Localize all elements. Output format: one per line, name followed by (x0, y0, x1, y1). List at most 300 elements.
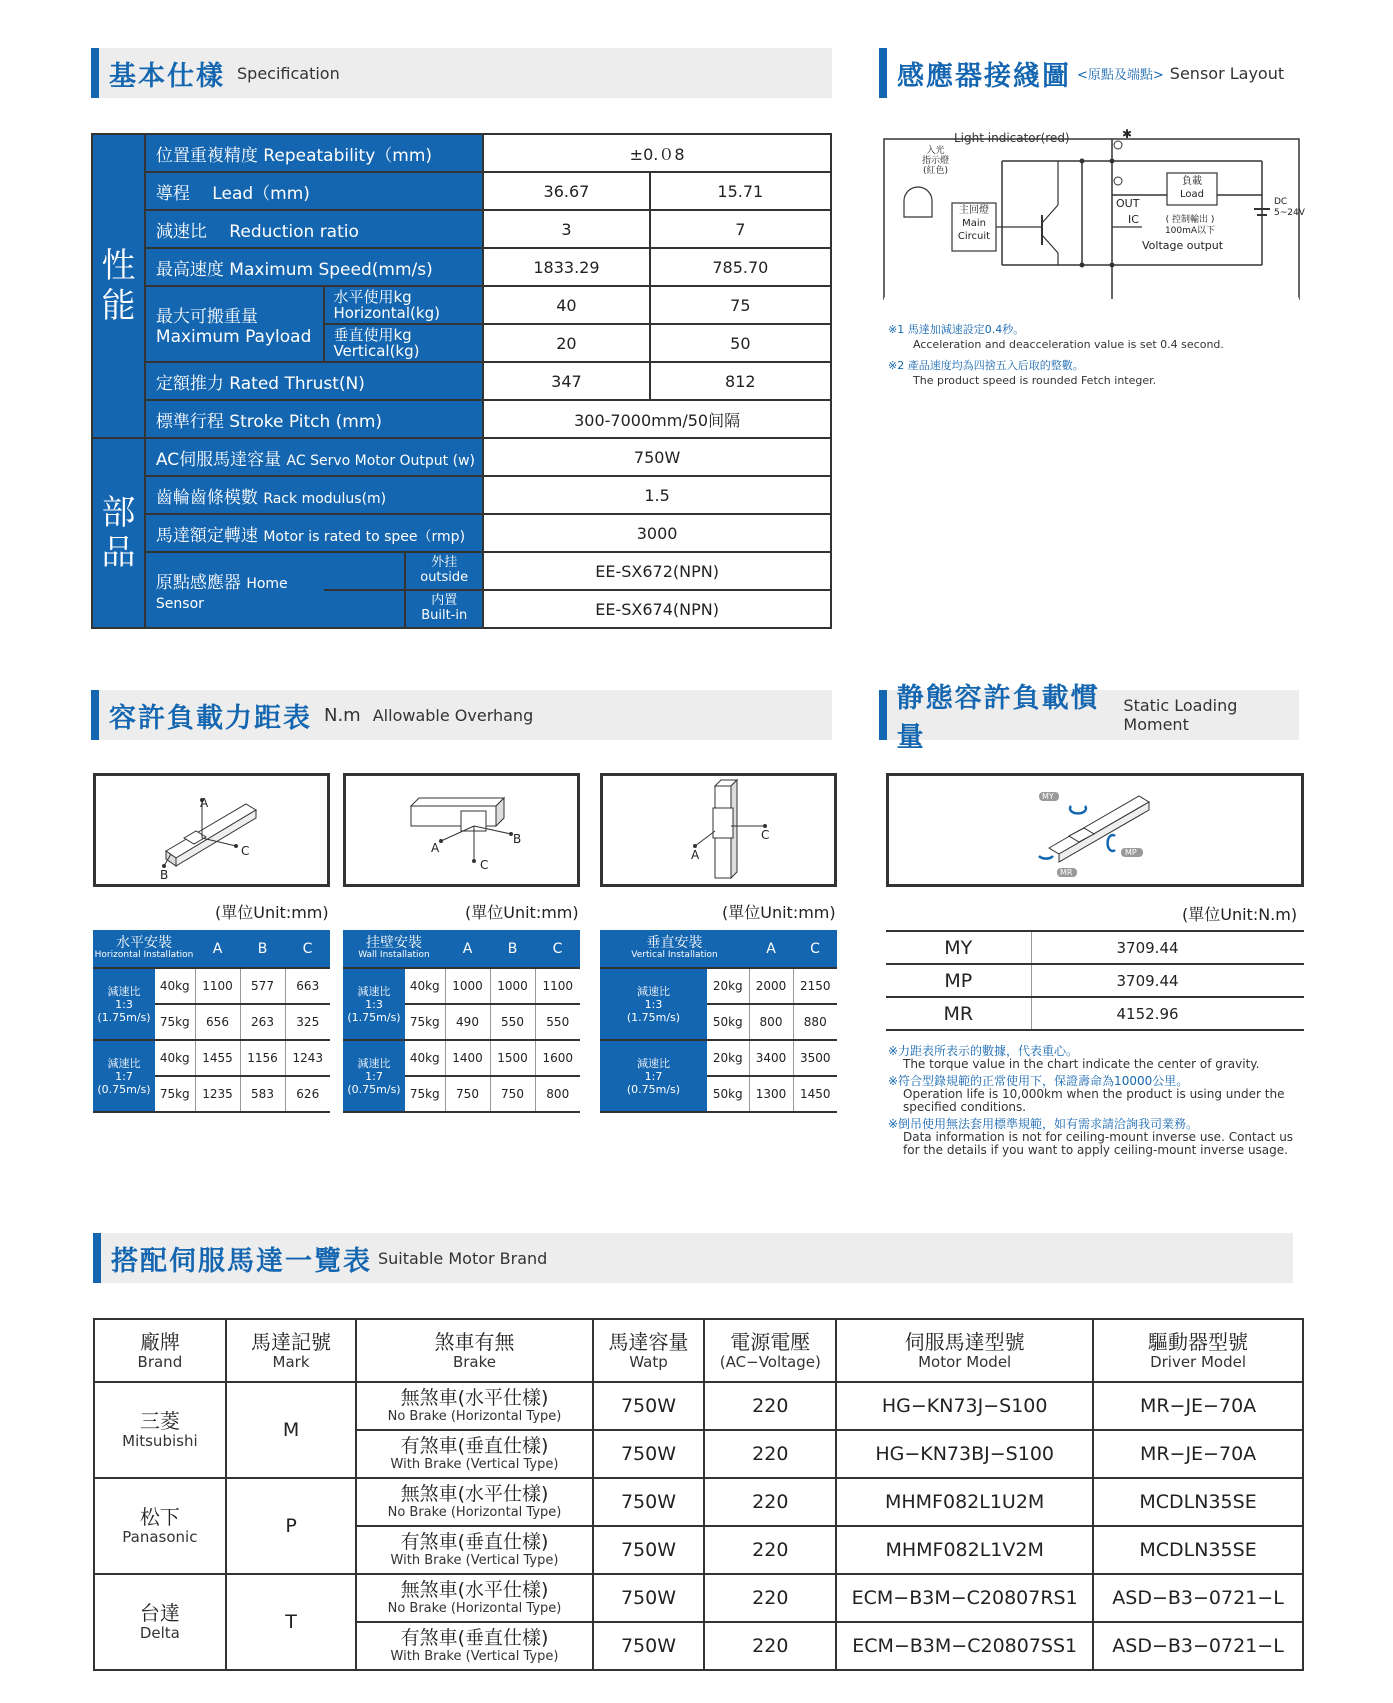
wall-rail-svg (346, 776, 577, 884)
ratio-zh: 減速比 (637, 984, 670, 998)
vertical-head-en: Vertical Installation (631, 949, 718, 960)
vertical-table (600, 930, 837, 1113)
ratio-value: 1:3 (644, 997, 663, 1011)
brake-type (356, 1574, 592, 1622)
vertical-head-zh: 垂直安裝 (646, 934, 703, 951)
watp: 750W (593, 1430, 705, 1478)
rack-label (145, 476, 483, 514)
brake-en: No Brake (Horizontal Type) (387, 1409, 562, 1424)
table-cell: 263 (240, 1004, 285, 1040)
home-outside-en: outside (420, 570, 469, 585)
payload-v1: 20 (483, 324, 649, 362)
head-motor-model (836, 1319, 1093, 1382)
thrust-label: 定額推力 Rated Thrust(N) (145, 362, 483, 400)
head-zh: 電源電壓 (730, 1329, 811, 1354)
moment-notes (888, 1045, 1308, 1157)
overhang-unit: N.m (324, 704, 361, 726)
sensor-notes (888, 322, 1308, 388)
ratio-value: 1:3 (365, 997, 383, 1011)
ratio-value: 1:7 (115, 1069, 133, 1083)
ratio-speed: (1.75m/s) (626, 1010, 681, 1024)
control-output-label (1144, 215, 1236, 237)
brand-en: Panasonic (122, 1528, 198, 1546)
axis-c-label: C (241, 844, 250, 858)
brake-zh: 有煞車(垂直仕樣) (400, 1627, 549, 1649)
payload-h-en: Horizontal(kg) (333, 304, 440, 322)
brand-delta (94, 1574, 226, 1670)
table-cell: 583 (240, 1076, 285, 1112)
note2-zh: ※2 產品速度均為四捨五入后取的整數。 (888, 359, 1084, 372)
vertical-head (600, 930, 749, 968)
ratio-speed: (1.75m/s) (347, 1010, 401, 1024)
main-circuit-label (954, 204, 994, 243)
ratio-zh: 減速比 (107, 1056, 141, 1070)
load-en: Load (1180, 189, 1204, 200)
home-builtin-value: EE-SX674(NPN) (483, 590, 831, 628)
moment-key: MR (886, 997, 1031, 1030)
stroke-label: 標準行程 Stroke Pitch (mm) (145, 400, 483, 438)
brake-zh: 無煞車(水平仕樣) (400, 1483, 549, 1505)
header-bar (879, 690, 887, 740)
brand-zh: 松下 (139, 1505, 180, 1529)
motor-model: ECM−B3M−C20807RS1 (836, 1574, 1093, 1622)
lead-label: 導程 Lead（mm) (145, 172, 483, 210)
col-c: C (793, 930, 837, 968)
voltage: 220 (704, 1478, 836, 1526)
axis-b-label: B (160, 868, 169, 882)
home-label (145, 552, 325, 628)
wall-head (343, 930, 445, 968)
ratio-v1: 3 (483, 210, 649, 248)
brake-zh: 無煞車(水平仕樣) (400, 1387, 549, 1409)
watp: 750W (593, 1574, 705, 1622)
payload-horizontal (324, 286, 483, 324)
head-voltage (704, 1319, 836, 1382)
brake-type (356, 1622, 592, 1670)
overhang-title: 容許負載力距表 (109, 702, 312, 734)
voltage: 220 (704, 1430, 836, 1478)
moment-drawing (886, 773, 1304, 887)
ratio-1-7 (343, 1040, 405, 1112)
table-cell: 75kg (405, 1004, 445, 1040)
note-a-zh: ※力距表所表示的數據，代表重心。 (888, 1044, 1079, 1058)
unit-moment: (單位Unit:N.m) (1182, 905, 1298, 924)
driver-model: ASD−B3−0721−L (1093, 1622, 1303, 1670)
horizontal-table (93, 930, 330, 1113)
sensor-header (879, 48, 1299, 98)
table-cell: 1300 (749, 1076, 793, 1112)
table-cell: 750 (445, 1076, 490, 1112)
star-mark: ✱ (1122, 127, 1133, 141)
note-c-zh: ※倒吊使用無法套用標準規範，如有需求請洽詢我司業務。 (888, 1117, 1199, 1131)
ctrl-label: ( 控制輸出 ) (1165, 215, 1215, 225)
brake-en: With Brake (Vertical Type) (390, 1457, 559, 1472)
payload-h-zh: 水平使用kg (333, 288, 412, 306)
note-a-en: The torque value in the chart indicate the center of gravity. (903, 1057, 1260, 1071)
payload-h2: 75 (650, 286, 831, 324)
brake-en: No Brake (Horizontal Type) (387, 1601, 562, 1616)
col-a: A (445, 930, 490, 968)
driver-model: MCDLN35SE (1093, 1526, 1303, 1574)
brake-type (356, 1478, 592, 1526)
ratio-1-7 (600, 1040, 707, 1112)
table-cell: 663 (285, 968, 330, 1004)
axis-c-label: C (480, 858, 489, 872)
note-c-en: Data information is not for ceiling-mount inverse use. Contact us for the details if you want to apply ceiling-mount inverse usage. (903, 1130, 1294, 1157)
rpm-label-zh: 馬達額定轉速 (155, 525, 258, 546)
lead-v1: 36.67 (483, 172, 649, 210)
table-cell: 3400 (749, 1040, 793, 1076)
static-subtitle: Static Loading Moment (1123, 696, 1238, 734)
table-cell: 1000 (445, 968, 490, 1004)
table-cell: 50kg (707, 1076, 749, 1112)
brand-zh: 台達 (139, 1601, 180, 1625)
head-zh: 驅動器型號 (1148, 1329, 1249, 1354)
payload-vertical (324, 324, 483, 362)
table-cell: 490 (445, 1004, 490, 1040)
static-title: 静態容許負載慣量 (896, 683, 1100, 753)
table-cell: 656 (195, 1004, 240, 1040)
wall-drawing (343, 773, 580, 887)
moment-value: 3709.44 (1031, 964, 1304, 997)
ratio-speed: (0.75m/s) (347, 1082, 401, 1096)
watp: 750W (593, 1382, 705, 1430)
head-zh: 馬達容量 (608, 1329, 689, 1354)
note1-en: Acceleration and deacceleration value is set 0.4 second. (913, 338, 1224, 351)
spec-subtitle: Specification (237, 63, 340, 83)
brand-zh: 三菱 (139, 1409, 180, 1433)
head-en: Driver Model (1150, 1352, 1247, 1371)
home-builtin-en: Built-in (421, 608, 468, 623)
spec-table (91, 133, 832, 629)
home-outside (324, 552, 483, 590)
header-bar (91, 690, 99, 740)
mark-p: P (226, 1478, 357, 1574)
home-outside-value: EE-SX672(NPN) (483, 552, 831, 590)
head-mark (226, 1319, 357, 1382)
my-tag: MY (1042, 792, 1054, 801)
mark-m: M (226, 1382, 357, 1478)
ic-label: IC (1128, 213, 1139, 226)
horizontal-drawing (93, 773, 330, 887)
ratio-1-3 (600, 968, 707, 1040)
table-cell: 325 (285, 1004, 330, 1040)
mark-t: T (226, 1574, 357, 1670)
table-cell: 1235 (195, 1076, 240, 1112)
ratio-zh: 減速比 (107, 984, 141, 998)
ratio-zh: 減速比 (357, 1056, 391, 1070)
table-cell: 50kg (707, 1004, 749, 1040)
motor-model: MHMF082L1V2M (836, 1526, 1093, 1574)
ma-label: 100mA以下 (1164, 226, 1216, 236)
sensor-diagram (882, 127, 1305, 300)
table-cell: 750 (490, 1076, 535, 1112)
ratio-1-3 (343, 968, 405, 1040)
payload-label-zh: 最大可搬重量 (155, 306, 258, 327)
head-en: Motor Model (918, 1352, 1012, 1371)
table-cell: 550 (535, 1004, 580, 1040)
table-cell: 40kg (405, 968, 445, 1004)
axis-a-label: A (200, 796, 209, 810)
note1-zh: ※1 馬達加減速設定0.4秒。 (888, 323, 1025, 336)
table-cell: 1600 (535, 1040, 580, 1076)
col-a: A (195, 930, 240, 968)
voltage-output-label: Voltage output (1142, 239, 1224, 252)
speed-v2: 785.70 (650, 248, 831, 286)
spec-header (91, 48, 832, 98)
table-cell: 1455 (195, 1040, 240, 1076)
table-cell: 75kg (155, 1076, 195, 1112)
ratio-1-7 (93, 1040, 155, 1112)
ratio-value: 1:7 (644, 1069, 663, 1083)
ratio-1-3 (93, 968, 155, 1040)
moment-key: MP (886, 964, 1031, 997)
watp: 750W (593, 1478, 705, 1526)
axis-b-label: B (513, 832, 522, 846)
table-cell: 800 (749, 1004, 793, 1040)
brake-en: No Brake (Horizontal Type) (387, 1505, 562, 1520)
motor-value: 750W (483, 438, 831, 476)
ratio-speed: (0.75m/s) (626, 1082, 681, 1096)
watp: 750W (593, 1526, 705, 1574)
unit-horizontal: (單位Unit:mm) (215, 903, 329, 922)
table-cell: 20kg (707, 1040, 749, 1076)
horizontal-head-zh: 水平安裝 (116, 934, 172, 951)
brake-zh: 無煞車(水平仕樣) (400, 1579, 549, 1601)
sensor-subtitle: Sensor Layout (1169, 63, 1285, 83)
table-cell: 20kg (707, 968, 749, 1004)
brake-type (356, 1526, 592, 1574)
table-cell: 1156 (240, 1040, 285, 1076)
table-cell: 2000 (749, 968, 793, 1004)
stroke-value: 300-7000mm/50间隔 (483, 400, 831, 438)
head-en: Brand (137, 1352, 183, 1371)
brake-zh: 有煞車(垂直仕樣) (400, 1531, 549, 1553)
brand-en: Mitsubishi (122, 1432, 198, 1450)
driver-model: MCDLN35SE (1093, 1478, 1303, 1526)
brake-type (356, 1382, 592, 1430)
col-b: B (490, 930, 535, 968)
table-cell: 1100 (195, 968, 240, 1004)
wall-head-zh: 挂壁安裝 (366, 934, 422, 951)
voltage: 220 (704, 1526, 836, 1574)
motor-title: 搭配伺服馬達一覽表 (111, 1245, 372, 1277)
payload-label-en: Maximum Payload (155, 326, 312, 347)
ratio-value: 1:7 (365, 1069, 383, 1083)
col-a: A (749, 930, 793, 968)
lamp-label (922, 146, 949, 176)
sensor-subtitle-zh: <原點及端點> (1077, 67, 1164, 83)
brand-mitsubishi (94, 1382, 226, 1478)
head-brake (356, 1319, 592, 1382)
rpm-label-en: Motor is rated to spee（rmp) (263, 528, 466, 545)
home-label-zh: 原點感應器 (155, 572, 241, 593)
axis-c-label: C (761, 828, 770, 842)
wall-head-en: Wall Installation (358, 949, 430, 960)
brake-en: With Brake (Vertical Type) (390, 1553, 559, 1568)
horizontal-rail-svg (96, 776, 327, 884)
table-cell: 880 (793, 1004, 837, 1040)
thrust-v1: 347 (483, 362, 649, 400)
lamp-label-2: 指示燈 (922, 156, 950, 166)
table-cell: 1450 (793, 1076, 837, 1112)
horizontal-head-en: Horizontal Installation (94, 949, 194, 960)
main-circuit-en1: Main (962, 218, 986, 229)
overhang-header (91, 690, 832, 740)
mp-tag: MP (1125, 848, 1137, 857)
head-en: Watp (629, 1352, 668, 1371)
main-circuit-en2: Circuit (957, 231, 991, 242)
payload-v-en: Vertical(kg) (333, 342, 420, 360)
speed-label: 最高速度 Maximum Speed(mm/s) (145, 248, 483, 286)
vertical-drawing (600, 773, 837, 887)
spec-title: 基本仕樣 (109, 60, 225, 92)
table-cell: 1243 (285, 1040, 330, 1076)
head-zh: 伺服馬達型號 (904, 1329, 1025, 1354)
driver-model: MR−JE−70A (1093, 1382, 1303, 1430)
header-bar (93, 1233, 101, 1283)
table-cell: 40kg (155, 1040, 195, 1076)
lamp-label-1: 入光 (926, 146, 945, 156)
static-header (879, 683, 1299, 753)
note-b-zh: ※符合型錄規範的正常使用下，保證壽命為10000公里。 (888, 1074, 1189, 1088)
table-cell: 1500 (490, 1040, 535, 1076)
horizontal-head (93, 930, 195, 968)
group-performance: 性 能 (92, 134, 145, 438)
out-label: OUT (1116, 197, 1140, 210)
axis-a-label: A (431, 841, 440, 855)
home-outside-zh: 外挂 (431, 555, 458, 570)
table-cell: 2150 (793, 968, 837, 1004)
table-cell: 550 (490, 1004, 535, 1040)
head-driver-model (1093, 1319, 1303, 1382)
home-label-en: Home Sensor (155, 575, 288, 612)
unit-vertical: (單位Unit:mm) (722, 903, 836, 922)
brand-panasonic (94, 1478, 226, 1574)
motor-header (93, 1233, 1293, 1283)
voltage: 220 (704, 1622, 836, 1670)
lamp-label-3: (紅色) (922, 166, 949, 176)
dc-text: DC (1274, 197, 1288, 207)
note2-en: The product speed is rounded Fetch integer. (913, 374, 1157, 387)
head-watp (593, 1319, 705, 1382)
axis-a-label: A (691, 848, 700, 862)
table-cell: 75kg (405, 1076, 445, 1112)
moment-rail-svg (889, 776, 1301, 884)
rack-label-en: Rack modulus(m) (263, 490, 387, 507)
table-cell: 75kg (155, 1004, 195, 1040)
motor-model: HG−KN73J−S100 (836, 1382, 1093, 1430)
head-zh: 馬達記號 (251, 1329, 332, 1354)
thrust-v2: 812 (650, 362, 831, 400)
repeat-value: ±0.０8 (483, 134, 831, 172)
table-cell: 1000 (490, 968, 535, 1004)
driver-model: ASD−B3−0721−L (1093, 1574, 1303, 1622)
group-parts: 部 品 (92, 438, 145, 628)
brand-en: Delta (139, 1624, 180, 1642)
moment-key: MY (886, 931, 1031, 964)
col-b: B (240, 930, 285, 968)
mr-tag: MR (1060, 868, 1073, 877)
ratio-zh: 減速比 (637, 1056, 670, 1070)
voltage: 220 (704, 1574, 836, 1622)
payload-label (145, 286, 325, 362)
rack-label-zh: 齒輪齒條模數 (155, 487, 258, 508)
speed-v1: 1833.29 (483, 248, 649, 286)
driver-model: MR−JE−70A (1093, 1430, 1303, 1478)
brake-en: With Brake (Vertical Type) (390, 1649, 559, 1664)
motor-label-en: AC Servo Motor Output (w) (286, 452, 475, 469)
head-en: Mark (272, 1352, 310, 1371)
sensor-title: 感應器接綫圖 (897, 60, 1071, 92)
table-cell: 577 (240, 968, 285, 1004)
motor-subtitle: Suitable Motor Brand (378, 1248, 548, 1268)
rpm-label (145, 514, 483, 552)
table-cell: 1400 (445, 1040, 490, 1076)
motor-model: HG−KN73BJ−S100 (836, 1430, 1093, 1478)
ratio-v2: 7 (650, 210, 831, 248)
unit-wall: (單位Unit:mm) (465, 903, 579, 922)
note-b-en: Operation life is 10,000km when the product is using under the specified conditions. (903, 1087, 1285, 1114)
vertical-rail-svg (603, 776, 834, 884)
wall-table (343, 930, 580, 1113)
ratio-value: 1:3 (115, 997, 133, 1011)
ratio-zh: 減速比 (357, 984, 391, 998)
brake-zh: 有煞車(垂直仕樣) (400, 1435, 549, 1457)
motor-label-zh: AC伺服馬達容量 (155, 449, 282, 470)
table-cell: 40kg (405, 1040, 445, 1076)
main-circuit-zh: 主回燈 (959, 205, 989, 216)
load-zh: 負載 (1182, 176, 1202, 187)
motor-model: MHMF082L1U2M (836, 1478, 1093, 1526)
ratio-speed: (0.75m/s) (97, 1082, 151, 1096)
brake-type (356, 1430, 592, 1478)
overhang-subtitle: Allowable Overhang (372, 705, 534, 725)
watp: 750W (593, 1622, 705, 1670)
home-builtin (324, 590, 483, 628)
table-cell: 3500 (793, 1040, 837, 1076)
header-bar (91, 48, 99, 98)
payload-v2: 50 (650, 324, 831, 362)
payload-h1: 40 (483, 286, 649, 324)
dc-label (1274, 197, 1305, 219)
payload-v-zh: 垂直使用kg (333, 326, 412, 344)
head-zh: 廠牌 (139, 1329, 180, 1354)
table-cell: 800 (535, 1076, 580, 1112)
dc-voltage: 5~24V (1274, 208, 1305, 218)
load-label (1169, 175, 1215, 201)
motor-table (93, 1318, 1304, 1671)
head-zh: 煞車有無 (434, 1329, 515, 1354)
repeat-label: 位置重複精度 Repeatability（mm) (145, 134, 483, 172)
moment-value: 4152.96 (1031, 997, 1304, 1030)
moment-table (886, 930, 1304, 1031)
moment-value: 3709.44 (1031, 931, 1304, 964)
lead-v2: 15.71 (650, 172, 831, 210)
rpm-value: 3000 (483, 514, 831, 552)
ratio-speed: (1.75m/s) (97, 1010, 151, 1024)
table-cell: 40kg (155, 968, 195, 1004)
motor-label (145, 438, 483, 476)
rack-value: 1.5 (483, 476, 831, 514)
head-brand (94, 1319, 226, 1382)
header-bar (879, 48, 887, 98)
home-builtin-zh: 内置 (431, 593, 458, 608)
col-c: C (535, 930, 580, 968)
table-cell: 626 (285, 1076, 330, 1112)
col-c: C (285, 930, 330, 968)
voltage: 220 (704, 1382, 836, 1430)
